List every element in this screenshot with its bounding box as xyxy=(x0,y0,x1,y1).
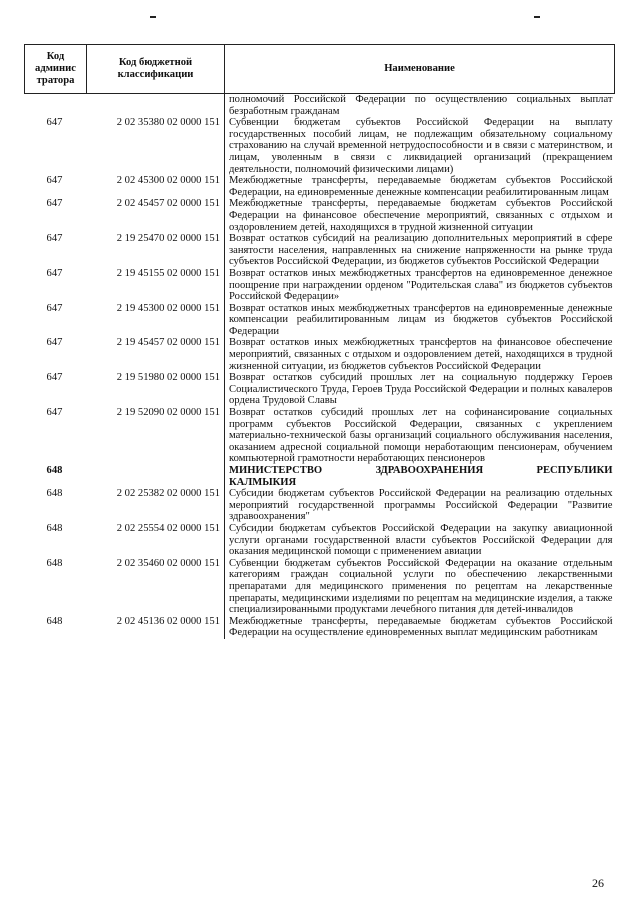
header-budget-code xyxy=(87,45,225,94)
ministry-admin-code: 648 xyxy=(46,465,63,476)
name-cell: Возврат остатков иных межбюджетных трансфертов на финансовое обеспечение мероприятий, связанных с отдыхом и оздоровлением детей, находящихся в трудной жизненной ситуации, из бюджетов субъектов Российской Федерации xyxy=(225,337,615,372)
ministry-name-line-2: КАЛМЫКИЯ xyxy=(229,476,297,488)
admin-code-cell: 647 xyxy=(46,267,63,279)
header-admin-line-1: Код xyxy=(46,51,65,62)
table-row xyxy=(25,558,615,616)
admin-code-cell: 648 xyxy=(46,488,63,500)
admin-code-cell: 647 xyxy=(46,337,63,349)
budget-code-cell: 2 02 25382 02 0000 151 xyxy=(116,488,220,500)
budget-code-cell xyxy=(87,94,225,118)
table-row xyxy=(25,372,615,407)
ministry-name-line-1: МИНИСТЕРСТВО ЗДРАВООХРАНЕНИЯ РЕСПУБЛИКИ xyxy=(229,465,613,476)
page-number: 26 xyxy=(592,876,604,890)
ministry-budget-code xyxy=(87,465,225,488)
name-cell: Межбюджетные трансферты, передаваемые бюджетам субъектов Российской Федерации на финансовое обеспечение мероприятий, связанных с отдыхом и оздоровлением детей, находящихся в трудной жизненной ситуации xyxy=(225,198,615,233)
name-cell: Межбюджетные трансферты, передаваемые бюджетам субъектов Российской Федерации, на единовременные денежные компенсации реабилитированным лицам xyxy=(225,175,615,198)
budget-code-cell: 2 02 45300 02 0000 151 xyxy=(116,175,220,187)
budget-code-cell: 2 02 45136 02 0000 151 xyxy=(116,615,220,627)
table-row xyxy=(25,523,615,558)
table-row xyxy=(25,198,615,233)
table-header-row xyxy=(25,45,615,94)
admin-code-cell: 648 xyxy=(46,615,63,627)
table-row xyxy=(25,268,615,303)
name-cell: Возврат остатков субсидий прошлых лет на социальную поддержку Героев Социалистического Труда, Героев Труда Российской Федерации и полных кавалеров ордена Трудовой Славы xyxy=(225,372,615,407)
admin-code-cell xyxy=(25,94,87,118)
admin-code-cell: 647 xyxy=(46,175,63,187)
table-row xyxy=(25,616,615,639)
budget-code-cell: 2 19 45155 02 0000 151 xyxy=(116,267,220,279)
header-admin-code xyxy=(25,45,87,94)
name-cell: Возврат остатков субсидий на реализацию дополнительных мероприятий в сфере занятости населения, направленных на снижение напряженности на рынке труда субъектов Российской Федерации, из бюджетов субъектов Российской Федерации xyxy=(225,233,615,268)
budget-code-cell: 2 19 45457 02 0000 151 xyxy=(116,337,220,349)
header-code-line-2: классификации xyxy=(117,69,194,80)
budget-code-cell: 2 19 52090 02 0000 151 xyxy=(116,407,220,419)
budget-code-cell: 2 19 51980 02 0000 151 xyxy=(116,372,220,384)
admin-code-cell: 647 xyxy=(46,302,63,314)
budget-code-cell: 2 02 45457 02 0000 151 xyxy=(116,198,220,210)
name-cell: полномочий Российской Федерации по осуществлению социальных выплат безработным гражданам xyxy=(225,94,615,118)
table-row xyxy=(25,175,615,198)
header-code-line-1: Код бюджетной xyxy=(118,57,193,68)
table-row xyxy=(25,337,615,372)
header-admin-line-3: тратора xyxy=(36,75,75,86)
table-row xyxy=(25,233,615,268)
header-admin-line-2: админис xyxy=(35,63,76,74)
table-row xyxy=(25,407,615,465)
budget-code-cell: 2 19 45300 02 0000 151 xyxy=(116,302,220,314)
name-cell: Субвенции бюджетам субъектов Российской Федерации на оказание отдельным категориям граждан социальной услуги по обеспечению лекарственными препаратами для медицинского применения по рецептам на лекарственные препараты, медицинскими изделиями по рецептам на медицинские изделия, а также специализированными продуктами лечебного питания для детей-инвалидов xyxy=(225,558,615,616)
admin-code-cell: 648 xyxy=(46,522,63,534)
name-cell: Межбюджетные трансферты, передаваемые бюджетам субъектов Российской Федерации на осуществление единовременных выплат медицинским работникам xyxy=(225,616,615,639)
name-cell: Субсидии бюджетам субъектов Российской Федерации на реализацию отдельных мероприятий государственной программы Российской Федерации "Развитие здравоохранения" xyxy=(225,488,615,523)
header-dash-right xyxy=(534,16,540,18)
budget-classification-table xyxy=(24,44,615,639)
name-cell: Возврат остатков иных межбюджетных трансфертов на единовременное денежное поощрение при награждении орденом "Родительская слава" из бюджетов субъектов Российской Федерации» xyxy=(225,268,615,303)
table-row xyxy=(25,488,615,523)
budget-code-cell: 2 02 35460 02 0000 151 xyxy=(116,557,220,569)
budget-code-cell: 2 02 25554 02 0000 151 xyxy=(116,522,220,534)
table-row xyxy=(25,117,615,175)
admin-code-cell: 647 xyxy=(46,372,63,384)
ministry-name xyxy=(225,465,615,488)
table-row xyxy=(25,303,615,338)
admin-code-cell: 647 xyxy=(46,117,63,129)
admin-code-cell: 648 xyxy=(46,557,63,569)
table-row xyxy=(25,94,615,118)
name-cell: Субсидии бюджетам субъектов Российской Федерации на закупку авиационной услуги органами государственной власти субъектов Российской Федерации для оказания медицинской помощи с применением авиации xyxy=(225,523,615,558)
ministry-row xyxy=(25,465,615,488)
admin-code-cell: 647 xyxy=(46,233,63,245)
name-cell: Субвенции бюджетам субъектов Российской Федерации на выплату государственных пособий лицам, не подлежащим обязательному социальному страхованию на случай временной нетрудоспособности и в связи с материнством, и лицам, уволенным в связи с ликвидацией организаций (прекращением деятельности, полномочий физическими лицами) xyxy=(225,117,615,175)
admin-code-cell: 647 xyxy=(46,198,63,210)
header-name: Наименование xyxy=(225,45,615,94)
budget-code-cell: 2 19 25470 02 0000 151 xyxy=(116,233,220,245)
name-cell: Возврат остатков субсидий прошлых лет на софинансирование социальных программ субъектов Российской Федерации, связанных с укреплением материально-технической базы организаций социального обслуживания населения, оказанием адресной социальной помощи неработающим пенсионерам, обучением компьютерной грамотности неработающих пенсионеров xyxy=(225,407,615,465)
budget-code-cell: 2 02 35380 02 0000 151 xyxy=(116,117,220,129)
header-dash-left xyxy=(150,16,156,18)
name-cell: Возврат остатков иных межбюджетных трансфертов на единовременные денежные компенсации реабилитированным лицам из бюджетов субъектов Российской Федерации xyxy=(225,303,615,338)
admin-code-cell: 647 xyxy=(46,407,63,419)
